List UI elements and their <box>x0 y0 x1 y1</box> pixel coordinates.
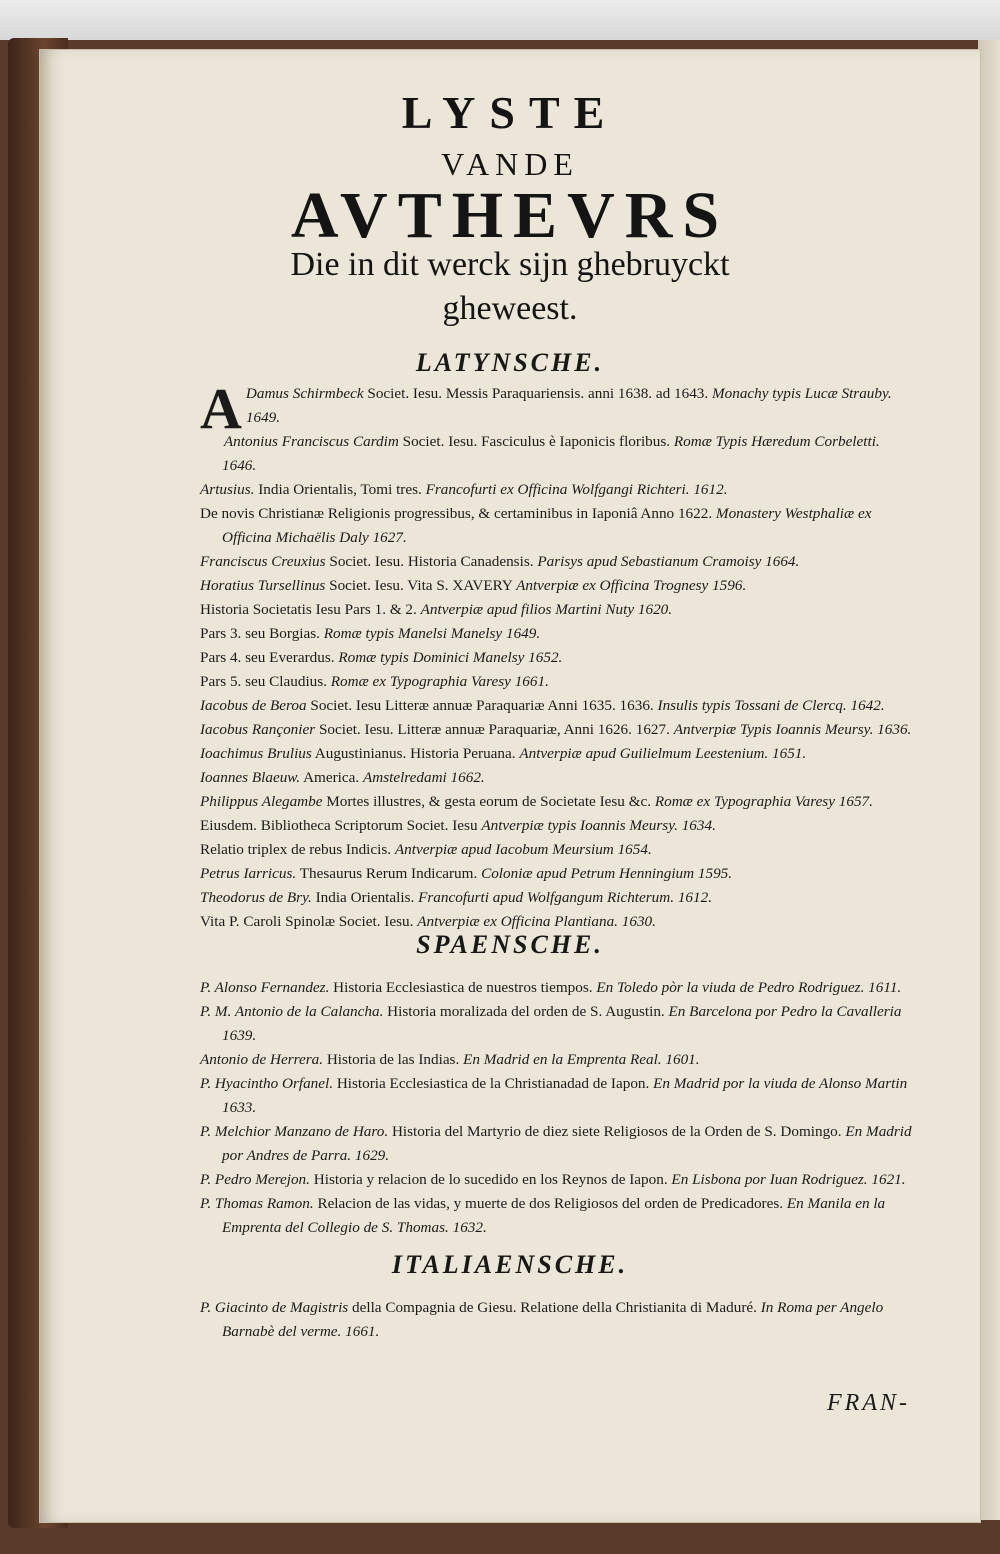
latin-entry: Pars 5. seu Claudius. Romæ ex Typographia Varesy 1661. <box>200 673 549 690</box>
spanish-entry: P. Alonso Fernandez. Historia Ecclesiastica de nuestros tiempos. En Toledo pòr la viuda de Pedro Rodriguez. 1611. <box>200 979 902 996</box>
latin-entry: Relatio triplex de rebus Indicis. Antverpiæ apud Iacobum Meursium 1654. <box>200 841 652 858</box>
latin-entry: Ioannes Blaeuw. America. Amstelredami 1662. <box>200 769 485 786</box>
heading-italian: ITALIAENSCHE. <box>391 1250 629 1279</box>
latin-entry: Philippus Alegambe Mortes illustres, & gesta eorum de Societate Iesu &c. Romæ ex Typographia Varesy 1657. <box>200 793 873 810</box>
latin-entry: Pars 4. seu Everardus. Romæ typis Dominici Manelsy 1652. <box>200 649 563 666</box>
facing-page-edge <box>978 40 1000 1520</box>
catchword: FRAN- <box>827 1390 910 1416</box>
spanish-entry: P. Pedro Merejon. Historia y relacion de lo sucedido en los Reynos de Iapon. En Lisbona por Iuan Rodriguez. 1621. <box>200 1171 906 1188</box>
spanish-entry: P. M. Antonio de la Calancha. Historia moralizada del orden de S. Augustin. En Barcelona por Pedro la Cavalleria 1639. <box>200 1003 902 1044</box>
latin-entry: Iacobus de Beroa Societ. Iesu Litteræ annuæ Paraquariæ Anni 1635. 1636. Insulis typis Tossani de Clercq. 1642. <box>200 697 885 714</box>
spanish-entries <box>200 976 916 1240</box>
heading-latin: LATYNSCHE. <box>415 348 605 377</box>
spanish-entry: Antonio de Herrera. Historia de las Indias. En Madrid en la Emprenta Real. 1601. <box>200 1051 700 1068</box>
latin-entry: Eiusdem. Bibliotheca Scriptorum Societ. Iesu Antverpiæ typis Ioannis Meursy. 1634. <box>200 817 716 834</box>
italian-entries <box>200 1296 916 1344</box>
title-vande: VANDE <box>441 146 579 182</box>
title-subtitle: Die in dit werck sijn ghebruyckt <box>290 246 730 283</box>
latin-entry: Horatius Tursellinus Societ. Iesu. Vita S. XAVERY Antverpiæ ex Officina Trognesy 1596. <box>200 577 747 594</box>
latin-entries <box>200 376 916 934</box>
book-cover-top <box>0 0 1000 40</box>
page-gutter <box>40 60 54 1510</box>
spanish-entry: P. Melchior Manzano de Haro. Historia del Martyrio de diez siete Religiosos de la Orden de S. Domingo. En Madrid por Andres de Parra. 1629. <box>200 1123 912 1164</box>
italian-entry: P. Giacinto de Magistris della Compagnia de Giesu. Relatione della Christianita di Maduré. In Roma per Angelo Barnabè del verme. 1661. <box>200 1299 884 1340</box>
title-autheurs: AVTHEVRS <box>290 179 730 252</box>
title-lyste: LYSTE <box>401 87 619 138</box>
latin-entry: Ioachimus Brulius Augustinianus. Historia Peruana. Antverpiæ apud Guilielmum Leestenium. 1651. <box>200 745 807 762</box>
book-page <box>40 50 980 1522</box>
latin-entry: Franciscus Creuxius Societ. Iesu. Historia Canadensis. Parisys apud Sebastianum Cramoisy 1664. <box>200 553 800 570</box>
latin-entry: A Damus Schirmbeck Societ. Iesu. Messis Paraquariensis. anni 1638. ad 1643. Monachy typis Lucæ Strauby. 1649. <box>200 376 892 441</box>
latin-entry: Vita P. Caroli Spinolæ Societ. Iesu. Antverpiæ ex Officina Plantiana. 1630. <box>200 913 656 930</box>
latin-entry: Antonius Franciscus Cardim Societ. Iesu. Fasciculus è Iaponicis floribus. Romæ Typis Hæredum Corbeletti. 1646. <box>222 433 880 474</box>
spanish-entry: P. Hyacintho Orfanel. Historia Ecclesiastica de la Christianadad de Iapon. En Madrid por la viuda de Alonso Martin 1633. <box>200 1075 908 1116</box>
heading-spanish: SPAENSCHE. <box>416 930 604 959</box>
latin-entry: De novis Christianæ Religionis progressibus, & certaminibus in Iaponiâ Anno 1622. Monastery Westphaliæ ex Officina Michaëlis Daly 1627. <box>200 505 872 546</box>
latin-entry: Iacobus Rançonier Societ. Iesu. Litteræ annuæ Paraquariæ, Anni 1626. 1627. Antverpiæ Typis Ioannis Meursy. 1636. <box>200 721 912 738</box>
latin-entry: Artusius. India Orientalis, Tomi tres. Francofurti ex Officina Wolfgangi Richteri. 1612. <box>200 481 728 498</box>
latin-entry: Theodorus de Bry. India Orientalis. Francofurti apud Wolfgangum Richterum. 1612. <box>200 889 712 906</box>
latin-entry: Petrus Iarricus. Thesaurus Rerum Indicarum. Coloniæ apud Petrum Henningium 1595. <box>200 865 733 882</box>
title-subtitle-end: gheweest. <box>442 290 578 327</box>
latin-entry: Pars 3. seu Borgias. Romæ typis Manelsi Manelsy 1649. <box>200 625 541 642</box>
spanish-entry: P. Thomas Ramon. Relacion de las vidas, y muerte de dos Religiosos del orden de Predicadores. En Manila en la Emprenta del Collegio de S. Thomas. 1632. <box>200 1195 886 1236</box>
latin-entry: Historia Societatis Iesu Pars 1. & 2. Antverpiæ apud filios Martini Nuty 1620. <box>200 601 673 618</box>
drop-cap: A <box>200 376 242 441</box>
